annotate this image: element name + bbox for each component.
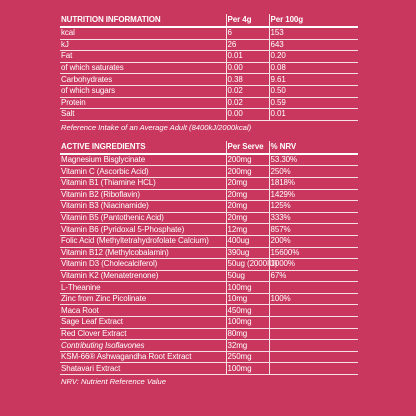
ingredient-name: Magnesium Bisglycinate — [60, 154, 226, 166]
ingredient-name: Vitamin C (Ascorbic Acid) — [60, 166, 226, 178]
ingredient-amount: 100mg — [226, 317, 269, 329]
ingredient-row — [60, 212, 358, 224]
ingredient-row — [60, 166, 358, 178]
ingredient-amount: 200mg — [226, 154, 269, 166]
ingredient-name: Shatavari Extract — [60, 363, 226, 375]
nutrient-per-serve: 26 — [226, 39, 269, 51]
ingredient-amount: 20mg — [226, 201, 269, 213]
ingredient-row — [60, 154, 358, 166]
ingredient-name: Vitamin B5 (Pantothenic Acid) — [60, 212, 226, 224]
ingredients-header-title: ACTIVE INGREDIENTS — [60, 141, 226, 154]
nutrient-name: kcal — [60, 27, 226, 39]
ingredient-amount: 400ug — [226, 235, 269, 247]
ingredient-nrv: 200% — [269, 235, 358, 247]
ingredient-nrv — [269, 317, 358, 329]
ingredient-row — [60, 189, 358, 201]
nutrient-name: kJ — [60, 39, 226, 51]
ingredient-row — [60, 259, 358, 271]
ingredient-row — [60, 305, 358, 317]
ingredient-row — [60, 340, 358, 352]
ingredient-name: Vitamin B12 (Methylcobalamin) — [60, 247, 226, 259]
ingredient-nrv — [269, 282, 358, 294]
ingredient-nrv — [269, 305, 358, 317]
nutrition-row — [60, 109, 358, 121]
nutrient-name: of which saturates — [60, 62, 226, 74]
ingredient-row — [60, 293, 358, 305]
nutrient-per-100g: 0.20 — [269, 51, 358, 63]
ingredient-amount: 250mg — [226, 351, 269, 363]
nutrient-per-serve: 0.02 — [226, 97, 269, 109]
nutrient-per-serve: 0.00 — [226, 62, 269, 74]
nutrition-row — [60, 62, 358, 74]
nutrient-per-100g: 9.61 — [269, 74, 358, 86]
nutrient-per-100g: 0.08 — [269, 62, 358, 74]
nutrient-per-100g: 0.01 — [269, 109, 358, 121]
ingredient-name: Sage Leaf Extract — [60, 317, 226, 329]
ingredient-nrv: 333% — [269, 212, 358, 224]
nutrition-row — [60, 97, 358, 109]
ingredient-nrv: 15600% — [269, 247, 358, 259]
ingredient-row — [60, 224, 358, 236]
ingredient-nrv: 1429% — [269, 189, 358, 201]
nrv-note: NRV: Nutrient Reference Value — [61, 377, 166, 387]
ingredients-header-per-serve: Per Serve — [226, 141, 269, 154]
nutrition-table — [60, 14, 358, 121]
ingredient-name: Vitamin B2 (Riboflavin) — [60, 189, 226, 201]
ingredient-row — [60, 270, 358, 282]
ingredient-amount: 200mg — [226, 166, 269, 178]
ingredient-name: L-Theanine — [60, 282, 226, 294]
ingredient-amount: 32mg — [226, 340, 269, 352]
ingredient-row — [60, 351, 358, 363]
ingredient-nrv: 53.30% — [269, 154, 358, 166]
ingredient-amount: 100mg — [226, 363, 269, 375]
ingredient-row — [60, 247, 358, 259]
nutrient-name: Carbohydrates — [60, 74, 226, 86]
ingredient-name: Zinc from Zinc Picolinate — [60, 293, 226, 305]
ingredient-nrv — [269, 340, 358, 352]
ingredient-nrv: 125% — [269, 201, 358, 213]
ingredients-header-nrv: % NRV — [269, 141, 358, 154]
ingredient-nrv: 67% — [269, 270, 358, 282]
ingredient-nrv: 1818% — [269, 177, 358, 189]
ingredient-nrv — [269, 363, 358, 375]
ingredient-nrv: 250% — [269, 166, 358, 178]
nutrient-name: Fat — [60, 51, 226, 63]
ingredient-row — [60, 317, 358, 329]
ingredient-nrv: 1000% — [269, 259, 358, 271]
nutrition-header-per-serve: Per 4g — [226, 14, 269, 27]
nutrient-per-100g: 643 — [269, 39, 358, 51]
nutrition-row — [60, 74, 358, 86]
ingredient-amount: 20mg — [226, 177, 269, 189]
nutrient-per-serve: 6 — [226, 27, 269, 39]
ingredients-header-row — [60, 141, 358, 154]
ingredient-amount: 50ug — [226, 270, 269, 282]
ingredient-name: Vitamin B1 (Thiamine HCL) — [60, 177, 226, 189]
nutrient-name: of which sugars — [60, 85, 226, 97]
ingredient-name: Vitamin D3 (Cholecalciferol) — [60, 259, 226, 271]
ingredient-nrv — [269, 351, 358, 363]
nutrient-per-100g: 0.50 — [269, 85, 358, 97]
nutrition-header-per-100g: Per 100g — [269, 14, 358, 27]
ingredient-nrv: 100% — [269, 293, 358, 305]
ingredient-name: Maca Root — [60, 305, 226, 317]
ingredient-amount: 12mg — [226, 224, 269, 236]
nutrient-name: Protein — [60, 97, 226, 109]
ingredient-amount: 100mg — [226, 282, 269, 294]
reference-intake-note: Reference Intake of an Average Adult (8400kJ/2000kcal) — [61, 122, 252, 132]
supplement-facts-panel — [60, 14, 358, 389]
ingredient-name: Contributing Isoflavones — [60, 340, 226, 352]
nutrient-per-serve: 0.01 — [226, 51, 269, 63]
nutrient-per-serve: 0.00 — [226, 109, 269, 121]
ingredient-amount: 20mg — [226, 189, 269, 201]
ingredient-name: Vitamin B3 (Niacinamide) — [60, 201, 226, 213]
nutrient-per-100g: 0.59 — [269, 97, 358, 109]
nutrition-header-title: NUTRITION INFORMATION — [60, 14, 226, 27]
ingredient-amount: 50ug (2000IU) — [227, 259, 278, 269]
nutrition-row — [60, 85, 358, 97]
ingredient-nrv — [269, 328, 358, 340]
nutrient-name: Salt — [60, 109, 226, 121]
nutrition-row — [60, 39, 358, 51]
ingredient-amount: 10mg — [226, 293, 269, 305]
nutrient-per-serve: 0.02 — [226, 85, 269, 97]
ingredient-row — [60, 235, 358, 247]
ingredient-row — [60, 282, 358, 294]
ingredients-table — [60, 141, 358, 375]
nutrition-row — [60, 51, 358, 63]
ingredient-name: Vitamin K2 (Menatetrenone) — [60, 270, 226, 282]
ingredient-row — [60, 328, 358, 340]
ingredient-row — [60, 177, 358, 189]
ingredient-nrv: 857% — [269, 224, 358, 236]
ingredient-row — [60, 201, 358, 213]
ingredient-amount: 20mg — [226, 212, 269, 224]
nutrient-per-serve: 0.38 — [226, 74, 269, 86]
nutrition-header-row — [60, 14, 358, 27]
ingredient-amount: 390ug — [226, 247, 269, 259]
nutrition-row — [60, 27, 358, 39]
ingredient-name: Red Clover Extract — [60, 328, 226, 340]
ingredient-row — [60, 363, 358, 375]
ingredient-amount: 80mg — [226, 328, 269, 340]
ingredient-name: Vitamin B6 (Pyridoxal 5-Phosphate) — [60, 224, 226, 236]
ingredient-name: Folic Acid (Methyltetrahydrofolate Calcium) — [60, 235, 226, 247]
ingredient-name: KSM-66® Ashwagandha Root Extract — [60, 351, 226, 363]
nutrient-per-100g: 153 — [269, 27, 358, 39]
ingredient-amount: 450mg — [226, 305, 269, 317]
